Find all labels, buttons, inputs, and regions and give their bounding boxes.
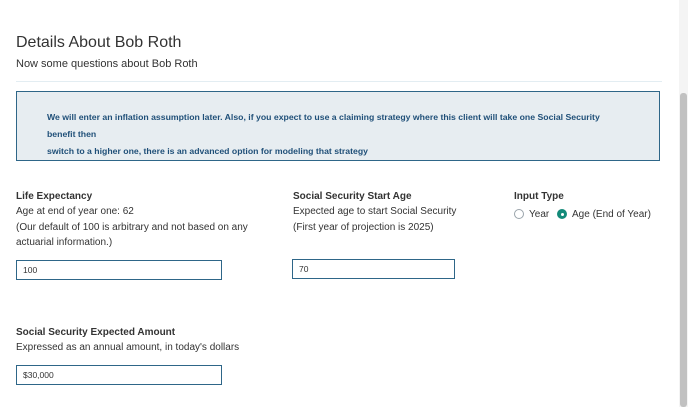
ss-start-age-input[interactable] bbox=[292, 259, 455, 279]
input-type-age-radio[interactable] bbox=[557, 207, 651, 221]
title-divider bbox=[16, 81, 662, 82]
ss-start-age-help-2: (First year of projection is 2025) bbox=[293, 222, 434, 233]
input-type-label: Input Type bbox=[514, 191, 564, 202]
life-expectancy-input[interactable] bbox=[16, 260, 222, 280]
scrollbar-thumb[interactable] bbox=[680, 93, 687, 407]
info-line-1: We will enter an inflation assumption later. Also, if you expect to use a claiming strategy where this client will take one Social Security benefit then bbox=[47, 112, 600, 139]
page-subtitle: Now some questions about Bob Roth bbox=[16, 58, 198, 70]
ss-start-age-label: Social Security Start Age bbox=[293, 191, 412, 202]
info-text bbox=[47, 109, 627, 160]
ss-amount-help-1: Expressed as an annual amount, in today's dollars bbox=[16, 342, 240, 353]
input-type-age-label: Age (End of Year) bbox=[572, 208, 651, 220]
life-expectancy-help-1: Age at end of year one: 62 bbox=[16, 206, 134, 217]
page-title: Details About Bob Roth bbox=[16, 34, 182, 51]
ss-start-age-help-1: Expected age to start Social Security bbox=[293, 206, 457, 217]
input-type-year-radio[interactable] bbox=[514, 207, 549, 221]
info-box bbox=[16, 91, 660, 161]
life-expectancy-help-3: actuarial information.) bbox=[16, 237, 113, 248]
life-expectancy-label: Life Expectancy bbox=[16, 191, 93, 202]
life-expectancy-help-2: (Our default of 100 is arbitrary and not based on any bbox=[16, 222, 248, 233]
radio-selected-icon[interactable] bbox=[557, 209, 567, 219]
radio-unselected-icon[interactable] bbox=[514, 209, 524, 219]
ss-amount-input[interactable] bbox=[16, 365, 222, 385]
input-type-year-label: Year bbox=[529, 208, 550, 220]
info-line-2: switch to a higher one, there is an advanced option for modeling that strategy bbox=[47, 146, 369, 156]
ss-amount-label: Social Security Expected Amount bbox=[16, 327, 176, 338]
